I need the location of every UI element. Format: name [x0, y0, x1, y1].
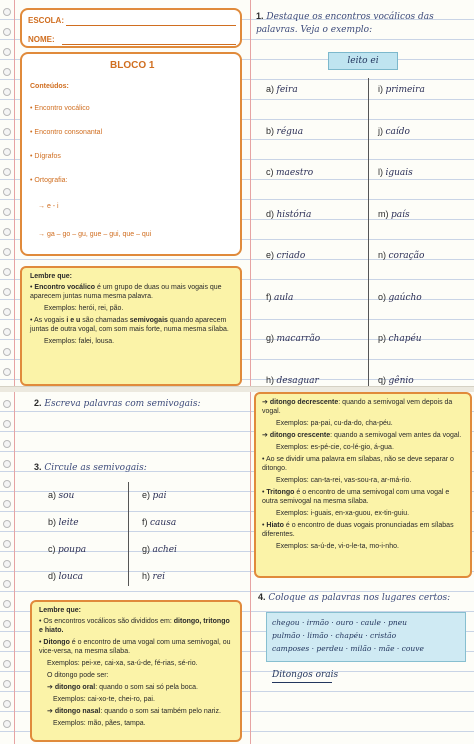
- q3-right-item-letter: f): [142, 517, 150, 527]
- q1-left-item: [266, 375, 319, 386]
- q1-left-item-word: história: [276, 209, 312, 220]
- q1-right-item-letter: n): [378, 250, 389, 260]
- q1-right-item: [378, 209, 410, 220]
- separacao-regra: • Ao se dividir uma palavra em sílabas, não se deve separar o ditongo.: [262, 456, 454, 472]
- q3-left-item-word: louca: [58, 572, 84, 582]
- q1-left-item-word: desaguar: [276, 375, 319, 386]
- q1-left-item: [266, 209, 311, 220]
- lembre-title: Lembre que:: [30, 273, 73, 280]
- q1-left-item-letter: d): [266, 208, 277, 219]
- word-bank: [266, 612, 466, 662]
- q1-left-item: [266, 167, 313, 178]
- q3-right-item-letter: e): [142, 490, 153, 500]
- ditongo-oral-ex: Exemplos: cai-xo-te, chei-ro, pai.: [53, 696, 155, 703]
- lembre-box-1: [20, 266, 242, 386]
- q1-left-item-word: régua: [276, 126, 304, 137]
- binder-hole: [3, 168, 11, 176]
- q1-right-item-letter: j): [378, 125, 386, 136]
- q1-left-item-word: macarrão: [276, 334, 321, 344]
- q3-right-item-word: pai: [152, 491, 167, 501]
- q1-right-item-letter: p): [378, 333, 389, 343]
- lembre-example: Exemplos: herói, rei, pão.: [44, 305, 124, 312]
- binder-hole: [3, 520, 11, 528]
- q1-right-item: [378, 375, 414, 386]
- ditongo-crescente-ex: Exemplos: es-pé-cie, co-lé-gio, á-gua.: [276, 444, 394, 451]
- bloco-box: [20, 52, 242, 256]
- binder-hole: [3, 600, 11, 608]
- q1-column-rule: [368, 78, 369, 386]
- escola-label: ESCOLA:: [28, 16, 64, 25]
- lembre-box-2: [30, 600, 242, 742]
- binder-hole: [3, 288, 11, 296]
- binder-hole: [3, 580, 11, 588]
- ditongo-nasal-ex: Exemplos: mão, pães, tampa.: [53, 720, 146, 727]
- binder-hole: [3, 248, 11, 256]
- word-bank-line: chegou · irmão · ouro · caule · pneu: [272, 618, 407, 627]
- q1-right-item-letter: q): [378, 374, 389, 385]
- q3-column-rule: [128, 482, 129, 586]
- binder-hole: [3, 28, 11, 36]
- q1-left-item-letter: f): [266, 291, 274, 302]
- q1-left-item-letter: c): [266, 167, 276, 177]
- q1-left-item-letter: a): [266, 84, 277, 94]
- ditongo-nasal: ➔ ditongo nasal: quando o som sai também pelo nariz.: [47, 708, 221, 715]
- word-bank-line: camposes · perdeu · milão · mãe · couve: [272, 644, 424, 653]
- q3-left-item-word: sou: [58, 491, 75, 501]
- q1-right-item: [378, 167, 413, 178]
- binder-hole: [3, 500, 11, 508]
- q1-left-item-letter: b): [266, 125, 277, 136]
- ditongo-oral: ➔ ditongo oral: quando o som sai só pela boca.: [47, 684, 198, 691]
- q3-left-item-letter: c): [48, 544, 58, 554]
- q3-right-item-letter: h): [142, 571, 153, 581]
- q3-left-item: [48, 490, 74, 501]
- binder-hole: [3, 720, 11, 728]
- binder-hole: [3, 680, 11, 688]
- binder-hole: [3, 268, 11, 276]
- q1-right-item-word: gênio: [388, 375, 414, 386]
- separacao-ex: Exemplos: can-ta-rei, vas-sou-ra, ar-má-rio.: [276, 477, 412, 484]
- q2-instruction: 2. Escreva palavras com semivogais:: [34, 398, 201, 409]
- binder-hole: [3, 148, 11, 156]
- q1-right-item-word: chapéu: [388, 334, 422, 344]
- bloco-title: BLOCO 1: [110, 60, 155, 71]
- lembre-item: • Encontro vocálico é um grupo de duas ou mais vogais que aparecem juntas numa mesma palavra.: [30, 284, 222, 300]
- conteudo-item: • Dígrafos: [30, 153, 61, 160]
- lembre2-item: • Ditongo é o encontro de uma vogal com uma semivogal, ou vice-versa, na mesma sílaba.: [39, 639, 231, 655]
- binder-hole: [3, 8, 11, 16]
- binder-hole: [3, 620, 11, 628]
- q1-left-item: [266, 292, 293, 303]
- q3-right-item-word: causa: [150, 518, 177, 528]
- q1-right-item: [378, 126, 410, 137]
- binder-hole: [3, 420, 11, 428]
- q1-right-item-word: país: [391, 209, 410, 220]
- lembre2-item: O ditongo pode ser:: [47, 672, 109, 679]
- conteudo-item: • Encontro consonantal: [30, 129, 103, 136]
- binder-hole: [3, 540, 11, 548]
- conteudos-title: Conteúdos:: [30, 83, 69, 90]
- binder-hole: [3, 328, 11, 336]
- q1-left-item-word: criado: [276, 251, 306, 261]
- conteudo-subitem: → ga – go – gu, gue – gui, que – qui: [38, 231, 152, 238]
- binder-hole: [3, 400, 11, 408]
- header-box: [20, 8, 242, 48]
- lembre2-example: Exemplos: pei-xe, cai-xa, sa-ú-de, fé-rias, sé-rio.: [47, 660, 198, 667]
- q4-instruction: 4. Coloque as palavras nos lugares certos:: [258, 592, 451, 603]
- q3-right-item-word: rei: [152, 572, 166, 582]
- binder-hole: [3, 460, 11, 468]
- q3-left-item: [48, 544, 86, 555]
- margin-line: [250, 392, 251, 744]
- q1-right-item: [378, 250, 424, 261]
- binder-hole: [3, 368, 11, 376]
- binder-hole: [3, 48, 11, 56]
- tritongo-ex: Exemplos: i-guais, en-xa-guou, ex-tin-guiu.: [276, 510, 410, 517]
- q1-right-item-letter: m): [378, 208, 391, 219]
- binder-hole: [3, 660, 11, 668]
- binder-hole: [3, 480, 11, 488]
- q3-left-item-letter: b): [48, 517, 59, 527]
- q1-left-item-word: maestro: [276, 168, 314, 178]
- binder-hole: [3, 108, 11, 116]
- q1-instruction: 1. Destaque os encontros vocálicos das palavras. Veja o exemplo:: [256, 11, 434, 35]
- word-bank-line: pulmão · limão · chapéu · cristão: [272, 631, 397, 640]
- binder-hole: [3, 348, 11, 356]
- margin-line: [14, 0, 15, 388]
- q3-right-item-word: achei: [152, 545, 177, 555]
- escola-line: [66, 25, 236, 26]
- q1-left-item: [266, 333, 320, 344]
- binder-hole: [3, 68, 11, 76]
- q1-left-item: [266, 126, 303, 137]
- ditongos-box: [254, 392, 472, 578]
- category-underline: [272, 682, 332, 683]
- conteudo-subitem: → e - i: [38, 203, 59, 210]
- binder-hole: [3, 560, 11, 568]
- binder-hole: [3, 228, 11, 236]
- q1-left-item-letter: e): [266, 250, 277, 260]
- q3-right-item: [142, 571, 165, 582]
- lembre-item: • As vogais i e u são chamadas semivogais quando aparecem juntas de outra vogal, com som mais forte, numa mesma sílaba.: [30, 317, 229, 333]
- binder-hole: [3, 640, 11, 648]
- hiato-def: • Hiato é o encontro de duas vogais pronunciadas em sílabas diferentes.: [262, 522, 454, 538]
- q3-left-item-letter: d): [48, 571, 59, 581]
- hiato-ex: Exemplos: sa-ú-de, vi-o-le-ta, mo-i-nho.: [276, 543, 399, 550]
- q1-right-item-letter: o): [378, 291, 389, 302]
- q1-left-item-letter: h): [266, 374, 277, 385]
- binder-hole: [3, 128, 11, 136]
- margin-line: [14, 392, 15, 744]
- binder-hole: [3, 700, 11, 708]
- ditongo-decrescente: ➔ ditongo decrescente: quando a semivogal vem depois da vogal.: [262, 399, 453, 415]
- ditongo-crescente: ➔ ditongo crescente: quando a semivogal vem antes da vogal.: [262, 432, 462, 439]
- q1-right-item-word: coração: [388, 251, 425, 261]
- q3-right-item: [142, 544, 177, 555]
- lembre2-title: Lembre que:: [39, 607, 82, 614]
- q1-right-item-letter: i): [378, 84, 386, 94]
- q3-left-item-letter: a): [48, 490, 59, 500]
- binder-hole: [3, 208, 11, 216]
- q3-left-item: [48, 517, 79, 528]
- ditongo-decrescente-ex: Exemplos: pa-pai, cu-da-do, cha-péu.: [276, 420, 393, 427]
- margin-line: [250, 0, 251, 388]
- q3-left-item-word: poupa: [58, 545, 87, 555]
- q1-right-item: [378, 292, 422, 303]
- q1-example: leito ei: [328, 52, 398, 70]
- q1-left-item-word: aula: [274, 292, 294, 303]
- nome-label: NOME:: [28, 35, 55, 44]
- q3-left-item: [48, 571, 83, 582]
- q1-right-item-word: iguais: [385, 168, 413, 178]
- q1-left-item: [266, 84, 298, 95]
- binder-hole: [3, 308, 11, 316]
- q1-right-item-word: primeira: [385, 85, 425, 95]
- binder-hole: [3, 440, 11, 448]
- nome-line: [62, 44, 236, 45]
- category-ditongos-orais: Ditongos orais: [272, 670, 339, 680]
- conteudo-item: • Ortografia:: [30, 177, 68, 184]
- q1-left-item-word: feira: [276, 85, 298, 95]
- q1-left-item: [266, 250, 305, 261]
- q1-right-item: [378, 333, 422, 344]
- q3-left-item-word: leite: [58, 518, 79, 528]
- binder-hole: [3, 88, 11, 96]
- q1-right-item-word: caído: [385, 126, 410, 137]
- q3-right-item: [142, 490, 167, 501]
- binder-hole: [3, 188, 11, 196]
- q3-right-item-letter: g): [142, 544, 153, 554]
- q3-right-item: [142, 517, 176, 528]
- q1-right-item-letter: l): [378, 167, 386, 177]
- lembre2-item: • Os encontros vocálicos são divididos em: ditongo, tritongo e hiato.: [39, 618, 230, 634]
- q1-right-item: [378, 84, 425, 95]
- q1-left-item-letter: g): [266, 333, 277, 343]
- conteudo-item: • Encontro vocálico: [30, 105, 90, 112]
- q1-right-item-word: gaúcho: [388, 292, 422, 303]
- tritongo-def: • Tritongo é o encontro de uma semivogal com uma vogal e outra semivogal na mesma sílaba.: [262, 489, 450, 505]
- lembre-example: Exemplos: falei, lousa.: [44, 338, 115, 345]
- q3-instruction: 3. Circule as semivogais:: [34, 462, 147, 473]
